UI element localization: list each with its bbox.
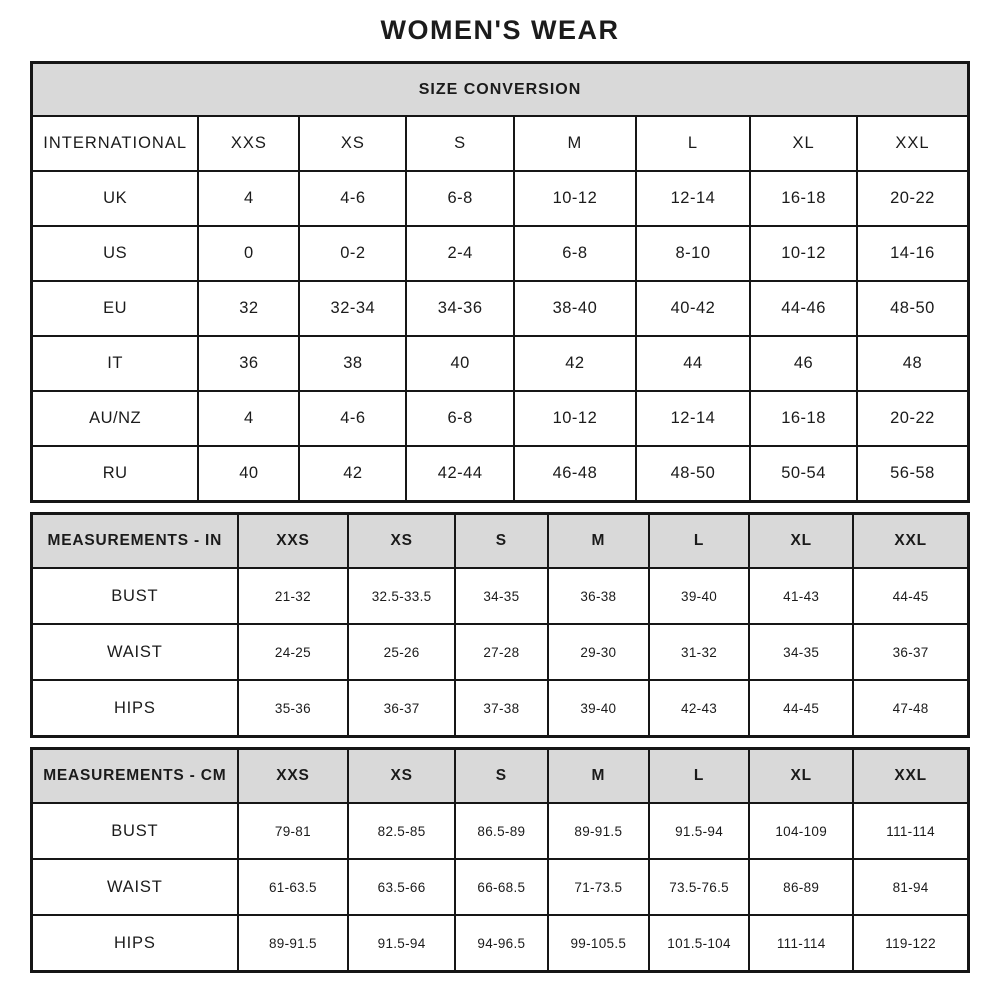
column-header: L — [649, 749, 749, 804]
cell: 4-6 — [299, 391, 406, 446]
table-row — [32, 915, 969, 972]
cell: 44-45 — [853, 568, 968, 624]
cell: 16-18 — [750, 171, 857, 226]
size-conversion-table — [30, 61, 970, 503]
row-label: AU/NZ — [32, 391, 199, 446]
column-header: XS — [299, 116, 406, 171]
column-header: S — [455, 749, 548, 804]
cell: 48-50 — [636, 446, 750, 502]
measurements-cm-table — [30, 747, 970, 973]
column-header-row — [32, 749, 969, 804]
cell: 104-109 — [749, 803, 853, 859]
measurements-in-table — [30, 512, 970, 738]
cell: 32.5-33.5 — [348, 568, 455, 624]
column-header: M — [514, 116, 636, 171]
row-label: BUST — [32, 803, 238, 859]
cell: 46-48 — [514, 446, 636, 502]
table-row — [32, 803, 969, 859]
cell: 38-40 — [514, 281, 636, 336]
row-label: WAIST — [32, 624, 238, 680]
cell: 10-12 — [750, 226, 857, 281]
cell: 42-44 — [406, 446, 514, 502]
cell: 12-14 — [636, 391, 750, 446]
cell: 66-68.5 — [455, 859, 548, 915]
cell: 86-89 — [749, 859, 853, 915]
cell: 111-114 — [853, 803, 968, 859]
table-row — [32, 859, 969, 915]
cell: 50-54 — [750, 446, 857, 502]
column-header: M — [548, 749, 649, 804]
cell: 82.5-85 — [348, 803, 455, 859]
cell: 12-14 — [636, 171, 750, 226]
cell: 6-8 — [406, 171, 514, 226]
cell: 34-36 — [406, 281, 514, 336]
table-row — [32, 171, 969, 226]
row-label: IT — [32, 336, 199, 391]
cell: 2-4 — [406, 226, 514, 281]
cell: 36-38 — [548, 568, 649, 624]
column-header: S — [455, 514, 548, 569]
cell: 36 — [198, 336, 299, 391]
column-header-row — [32, 514, 969, 569]
column-header: XL — [749, 514, 853, 569]
table-row — [32, 624, 969, 680]
row-label: HIPS — [32, 680, 238, 737]
cell: 6-8 — [514, 226, 636, 281]
cell: 10-12 — [514, 391, 636, 446]
size-conversion-title: SIZE CONVERSION — [32, 63, 969, 117]
cell: 39-40 — [548, 680, 649, 737]
cell: 14-16 — [857, 226, 969, 281]
table-row — [32, 391, 969, 446]
cell: 35-36 — [238, 680, 349, 737]
row-label: UK — [32, 171, 199, 226]
cell: 4 — [198, 171, 299, 226]
cell: 61-63.5 — [238, 859, 349, 915]
cell: 40-42 — [636, 281, 750, 336]
cell: 34-35 — [455, 568, 548, 624]
column-header: L — [636, 116, 750, 171]
column-header: M — [548, 514, 649, 569]
cell: 20-22 — [857, 171, 969, 226]
cell: 24-25 — [238, 624, 349, 680]
cell: 6-8 — [406, 391, 514, 446]
cell: 32-34 — [299, 281, 406, 336]
cell: 56-58 — [857, 446, 969, 502]
cell: 86.5-89 — [455, 803, 548, 859]
cell: 44-45 — [749, 680, 853, 737]
column-header: XXS — [198, 116, 299, 171]
column-header: XXS — [238, 514, 349, 569]
cell: 44-46 — [750, 281, 857, 336]
cell: 36-37 — [348, 680, 455, 737]
table-row — [32, 568, 969, 624]
cell: 41-43 — [749, 568, 853, 624]
column-header: XXS — [238, 749, 349, 804]
column-header: XL — [749, 749, 853, 804]
cell: 36-37 — [853, 624, 968, 680]
cell: 10-12 — [514, 171, 636, 226]
table-row — [32, 226, 969, 281]
cell: 119-122 — [853, 915, 968, 972]
table-title-row — [32, 63, 969, 117]
row-label: RU — [32, 446, 199, 502]
row-label: EU — [32, 281, 199, 336]
cell: 40 — [198, 446, 299, 502]
cell: 71-73.5 — [548, 859, 649, 915]
cell: 89-91.5 — [238, 915, 349, 972]
cell: 0-2 — [299, 226, 406, 281]
cell: 31-32 — [649, 624, 749, 680]
cell: 63.5-66 — [348, 859, 455, 915]
cell: 44 — [636, 336, 750, 391]
column-header: L — [649, 514, 749, 569]
cell: 20-22 — [857, 391, 969, 446]
column-header: XXL — [853, 749, 968, 804]
cell: 16-18 — [750, 391, 857, 446]
cell: 37-38 — [455, 680, 548, 737]
table-row — [32, 680, 969, 737]
row-label: BUST — [32, 568, 238, 624]
table-row — [32, 446, 969, 502]
cell: 91.5-94 — [348, 915, 455, 972]
row-label: US — [32, 226, 199, 281]
cell: 111-114 — [749, 915, 853, 972]
cell: 39-40 — [649, 568, 749, 624]
table-row — [32, 281, 969, 336]
cell: 32 — [198, 281, 299, 336]
cell: 47-48 — [853, 680, 968, 737]
column-header-row — [32, 116, 969, 171]
column-header: XS — [348, 749, 455, 804]
cell: 81-94 — [853, 859, 968, 915]
cell: 89-91.5 — [548, 803, 649, 859]
column-header: XS — [348, 514, 455, 569]
measurements-in-title: MEASUREMENTS - IN — [32, 514, 238, 569]
cell: 40 — [406, 336, 514, 391]
cell: 4-6 — [299, 171, 406, 226]
column-header: S — [406, 116, 514, 171]
row-label: WAIST — [32, 859, 238, 915]
cell: 101.5-104 — [649, 915, 749, 972]
table-row — [32, 336, 969, 391]
cell: 29-30 — [548, 624, 649, 680]
cell: 25-26 — [348, 624, 455, 680]
cell: 4 — [198, 391, 299, 446]
cell: 73.5-76.5 — [649, 859, 749, 915]
cell: 38 — [299, 336, 406, 391]
cell: 94-96.5 — [455, 915, 548, 972]
column-header: XXL — [857, 116, 969, 171]
cell: 0 — [198, 226, 299, 281]
cell: 27-28 — [455, 624, 548, 680]
column-header: INTERNATIONAL — [32, 116, 199, 171]
cell: 91.5-94 — [649, 803, 749, 859]
cell: 8-10 — [636, 226, 750, 281]
cell: 99-105.5 — [548, 915, 649, 972]
row-label: HIPS — [32, 915, 238, 972]
cell: 48 — [857, 336, 969, 391]
cell: 79-81 — [238, 803, 349, 859]
measurements-cm-title: MEASUREMENTS - CM — [32, 749, 238, 804]
cell: 42 — [514, 336, 636, 391]
cell: 46 — [750, 336, 857, 391]
cell: 34-35 — [749, 624, 853, 680]
cell: 42 — [299, 446, 406, 502]
column-header: XXL — [853, 514, 968, 569]
column-header: XL — [750, 116, 857, 171]
cell: 48-50 — [857, 281, 969, 336]
cell: 21-32 — [238, 568, 349, 624]
cell: 42-43 — [649, 680, 749, 737]
page-title: WOMEN'S WEAR — [380, 15, 620, 45]
